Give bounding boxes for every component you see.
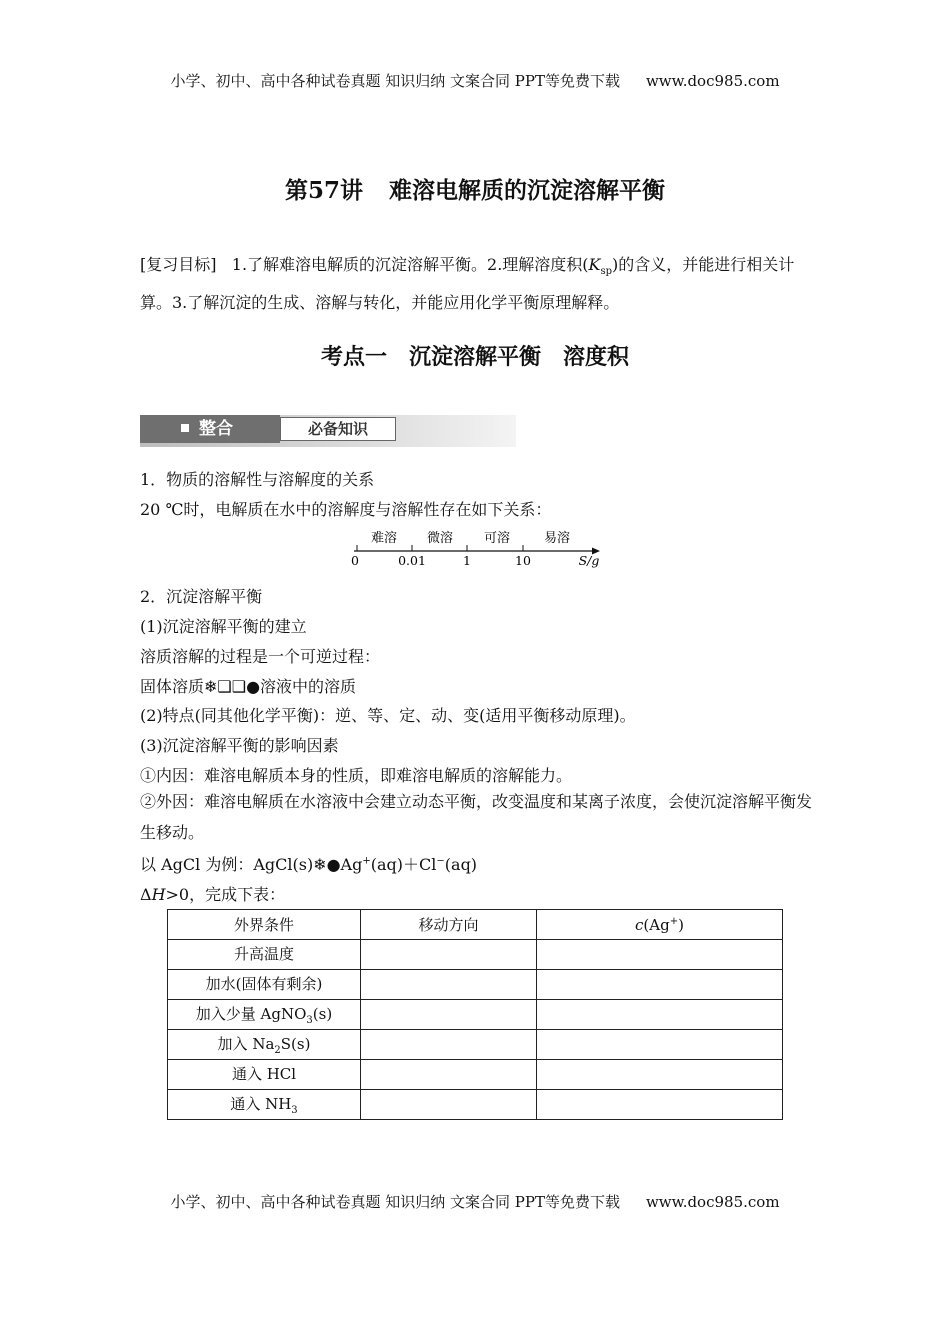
footer-banner-text: 小学、初中、高中各种试卷真题 知识归纳 文案合同 PPT等免费下载 — [170, 1193, 620, 1211]
ag-superscript: + — [669, 915, 679, 927]
header-condition: 外界条件 — [168, 910, 361, 940]
concentration-cell[interactable] — [537, 1090, 783, 1120]
example-text-1: 以 AgCl 为例：AgCl(s)❄●Ag — [140, 855, 363, 874]
concentration-cell[interactable] — [537, 970, 783, 1000]
section-name: 考点一 — [320, 344, 387, 370]
p2-line-2: 溶质溶解的过程是一个可逆过程： — [140, 647, 381, 666]
p2-line-7: ②外因：难溶电解质在水溶液中会建立动态平衡，改变温度和某离子浓度，会使沉淀溶解平衡发生移动。 — [140, 792, 813, 842]
direction-cell[interactable] — [361, 1000, 537, 1030]
direction-cell[interactable] — [361, 970, 537, 1000]
tag-main-label: 整合 — [199, 419, 233, 439]
review-goal-text-2: )的含义，并能进行相关计算。3.了解沉淀的生成、溶解与转化，并能应用化学平衡原理解释。 — [140, 255, 795, 313]
section-topic-1: 沉淀溶解平衡 — [408, 344, 541, 370]
delta-symbol: Δ — [140, 885, 152, 904]
example-text-3: (aq) — [444, 855, 478, 874]
agcl-example — [140, 852, 477, 875]
ag-charge: + — [362, 855, 371, 867]
tick-label: 1 — [463, 553, 471, 568]
solubility-axis — [340, 524, 610, 572]
footer-banner — [0, 1191, 950, 1212]
concentration-cell[interactable] — [537, 940, 783, 970]
category-label: 可溶 — [483, 531, 511, 546]
p2-line-1: (1)沉淀溶解平衡的建立 — [140, 617, 307, 636]
category-label: 难溶 — [370, 531, 398, 546]
condition-cell: 加入 $Na_2S(s)$ — [168, 1030, 361, 1060]
condition-cell: 加水(固体有剩余) — [168, 970, 361, 1000]
c-symbol: c — [635, 915, 644, 934]
condition-cell: 通入 HCl — [168, 1060, 361, 1090]
delta-h-line — [140, 882, 285, 905]
tag-sub: 必备知识 — [280, 417, 396, 441]
p1-heading: 1．物质的溶解性与溶解度的关系 — [140, 470, 375, 489]
tag-main — [140, 415, 280, 443]
lecture-number: 第57讲 — [284, 177, 363, 204]
condition-cell: 加入少量 AgNO$_3$(s) — [168, 1000, 361, 1030]
square-bullet-icon — [181, 424, 189, 432]
table-row — [168, 1060, 783, 1090]
influence-table — [167, 909, 783, 1120]
ksp-symbol: K — [588, 255, 601, 274]
direction-cell[interactable] — [361, 1090, 537, 1120]
direction-cell[interactable] — [361, 940, 537, 970]
close-paren: ) — [678, 915, 684, 934]
p1-text: 20 ℃时，电解质在水中的溶解度与溶解性存在如下关系： — [140, 500, 552, 519]
p2-line-3: 固体溶质❄❑❑●溶液中的溶质 — [140, 677, 357, 696]
p2-line-6: ①内因：难溶电解质本身的性质，即难溶电解质的溶解能力。 — [140, 766, 573, 785]
concentration-cell[interactable] — [537, 1000, 783, 1030]
table-header-row — [168, 910, 783, 940]
section-topic-2: 溶度积 — [563, 344, 630, 370]
concentration-cell[interactable] — [537, 1060, 783, 1090]
p2-line-5: (3)沉淀溶解平衡的影响因素 — [140, 736, 339, 755]
header-banner-url[interactable]: www.doc985.com — [645, 72, 780, 90]
header-direction: 移动方向 — [361, 910, 537, 940]
header-banner — [0, 70, 950, 91]
tick-label: 0 — [351, 553, 359, 568]
footer-banner-url[interactable]: www.doc985.com — [645, 1193, 780, 1211]
lecture-topic: 难溶电解质的沉淀溶解平衡 — [389, 177, 665, 204]
ksp-subscript: sp — [600, 266, 613, 278]
table-row — [168, 1000, 783, 1030]
cl-charge: − — [436, 855, 445, 867]
page-title — [0, 172, 950, 205]
condition-cell: 通入 $NH_3$ — [168, 1090, 361, 1120]
table-row — [168, 1090, 783, 1120]
tick-label: 0.01 — [398, 553, 426, 568]
p2-line-4: (2)特点(同其他化学平衡)：逆、等、定、动、变(适用平衡移动原理)。 — [140, 706, 636, 725]
table-row — [168, 940, 783, 970]
h-symbol: H — [151, 885, 166, 904]
direction-cell[interactable] — [361, 1030, 537, 1060]
p2-heading: 2．沉淀溶解平衡 — [140, 587, 263, 606]
table-row — [168, 1030, 783, 1060]
condition-cell: 升高温度 — [168, 940, 361, 970]
review-goal-text-1: 1.了解难溶电解质的沉淀溶解平衡。2.理解溶度积( — [231, 255, 589, 274]
example-text-2: (aq)＋Cl — [370, 855, 437, 874]
review-goal-label: [复习目标] — [140, 255, 217, 274]
category-label: 易溶 — [543, 531, 571, 546]
header-concentration — [537, 910, 783, 940]
ag-text: (Ag — [643, 915, 670, 934]
review-goal — [140, 249, 812, 318]
tick-label: 10 — [515, 553, 531, 568]
header-banner-text: 小学、初中、高中各种试卷真题 知识归纳 文案合同 PPT等免费下载 — [170, 72, 620, 90]
axis-unit-label: S/g — [578, 553, 600, 568]
category-label: 微溶 — [426, 531, 454, 546]
section-heading — [0, 340, 950, 371]
table-row — [168, 970, 783, 1000]
direction-cell[interactable] — [361, 1060, 537, 1090]
delta-h-text: >0，完成下表： — [165, 885, 286, 904]
knowledge-tag-bar — [140, 415, 516, 447]
concentration-cell[interactable] — [537, 1030, 783, 1060]
